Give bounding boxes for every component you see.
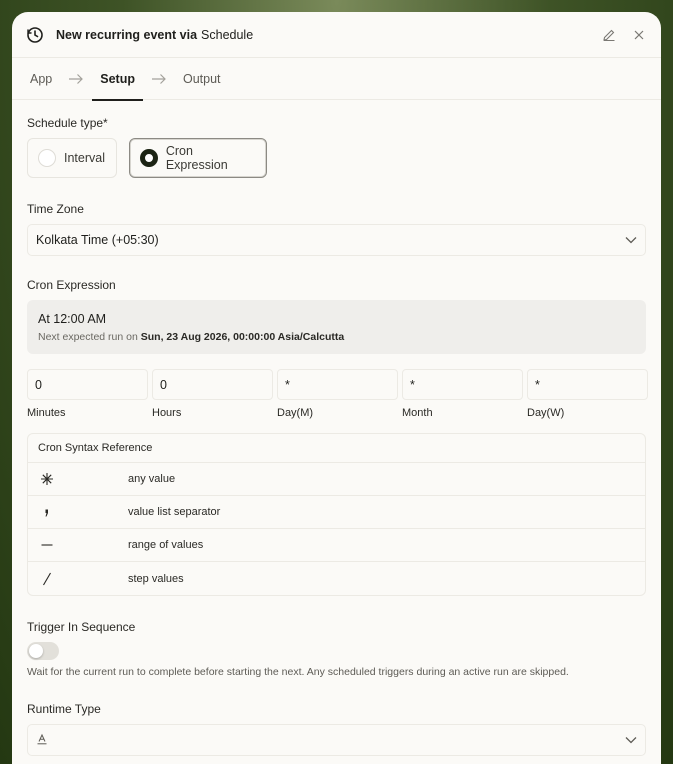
cron-day-week-input[interactable] [527, 369, 648, 400]
schedule-type-label: Schedule type* [27, 116, 108, 130]
modal-title [56, 28, 253, 42]
step-tabs [12, 58, 661, 100]
radio-unselected-icon [38, 149, 56, 167]
cron-field-hours [152, 369, 273, 419]
setup-content [12, 116, 661, 756]
reference-meaning: value list separator [128, 506, 221, 518]
runtime-type-label: Runtime Type [27, 702, 101, 716]
reference-row [28, 496, 645, 529]
cron-field-minutes [27, 369, 148, 419]
schedule-option-interval[interactable] [27, 138, 117, 178]
modal-title-app: Schedule [201, 27, 254, 42]
cron-day-month-label: Day(M) [277, 407, 314, 419]
schedule-option-interval-label: Interval [64, 151, 105, 165]
tab-setup[interactable] [100, 58, 135, 100]
reference-meaning: step values [128, 572, 184, 585]
cron-field-month [402, 369, 523, 419]
schedule-option-cron-label: Cron Expression [165, 144, 228, 172]
cron-field-day-month [277, 369, 398, 419]
reference-row [28, 562, 645, 595]
slash-icon [40, 572, 54, 586]
tab-setup-label: Setup [100, 71, 135, 86]
cron-day-month-input[interactable] [277, 369, 398, 400]
tab-app[interactable] [30, 58, 52, 100]
text-format-icon [36, 733, 48, 745]
cron-minutes-input[interactable] [27, 369, 148, 400]
modal [12, 12, 661, 764]
cron-next-run [38, 331, 635, 343]
trigger-sequence-toggle[interactable] [27, 642, 59, 660]
modal-header [12, 12, 661, 58]
arrow-right-icon [68, 73, 84, 85]
trigger-sequence-label: Trigger In Sequence [27, 620, 136, 634]
runtime-type-value [36, 733, 625, 748]
cron-month-input[interactable] [402, 369, 523, 400]
chevron-down-icon [625, 736, 637, 744]
time-zone-select[interactable] [27, 224, 646, 256]
cron-month-label: Month [402, 407, 433, 419]
clock-icon [26, 26, 44, 44]
time-zone-label: Time Zone [27, 202, 84, 216]
radio-selected-icon [140, 149, 158, 167]
pencil-icon [602, 28, 616, 42]
reference-row [28, 529, 645, 562]
cron-summary [27, 300, 646, 354]
edit-button[interactable] [601, 27, 617, 43]
cron-minutes-label: Minutes [27, 407, 66, 419]
reference-row [28, 463, 645, 496]
cron-hours-label: Hours [152, 407, 182, 419]
cron-next-value: Sun, 23 Aug 2026, 00:00:00 Asia/Calcutta [140, 331, 345, 343]
trigger-sequence-help: Wait for the current run to complete before starting the next. Any scheduled triggers during an active run are skipped. [27, 666, 569, 678]
cron-syntax-reference [27, 433, 646, 596]
runtime-type-select[interactable] [27, 724, 646, 756]
cron-fields [27, 369, 646, 419]
schedule-type-options [27, 138, 646, 178]
cron-next-prefix: Next expected run on [38, 331, 138, 343]
arrow-right-icon [151, 73, 167, 85]
cron-expression-label: Cron Expression [27, 278, 116, 292]
time-zone-value: Kolkata Time (+05:30) [36, 233, 159, 247]
reference-meaning: range of values [128, 539, 204, 551]
tab-output[interactable] [183, 58, 221, 100]
cron-reference-title: Cron Syntax Reference [28, 434, 645, 463]
dash-icon [40, 538, 54, 552]
comma-icon [40, 505, 54, 519]
close-button[interactable] [631, 27, 647, 43]
chevron-down-icon [625, 236, 637, 244]
modal-title-main: New recurring event via [56, 27, 198, 42]
cron-description: At 12:00 AM [38, 312, 107, 326]
cron-day-week-label: Day(W) [527, 407, 565, 419]
close-icon [633, 29, 645, 41]
schedule-option-cron[interactable] [129, 138, 267, 178]
toggle-knob [29, 644, 43, 658]
tab-output-label: Output [182, 71, 221, 86]
cron-hours-input[interactable] [152, 369, 273, 400]
asterisk-icon [40, 472, 54, 486]
tab-app-label: App [30, 71, 53, 86]
reference-meaning: any value [128, 473, 176, 485]
cron-field-day-week [527, 369, 648, 419]
